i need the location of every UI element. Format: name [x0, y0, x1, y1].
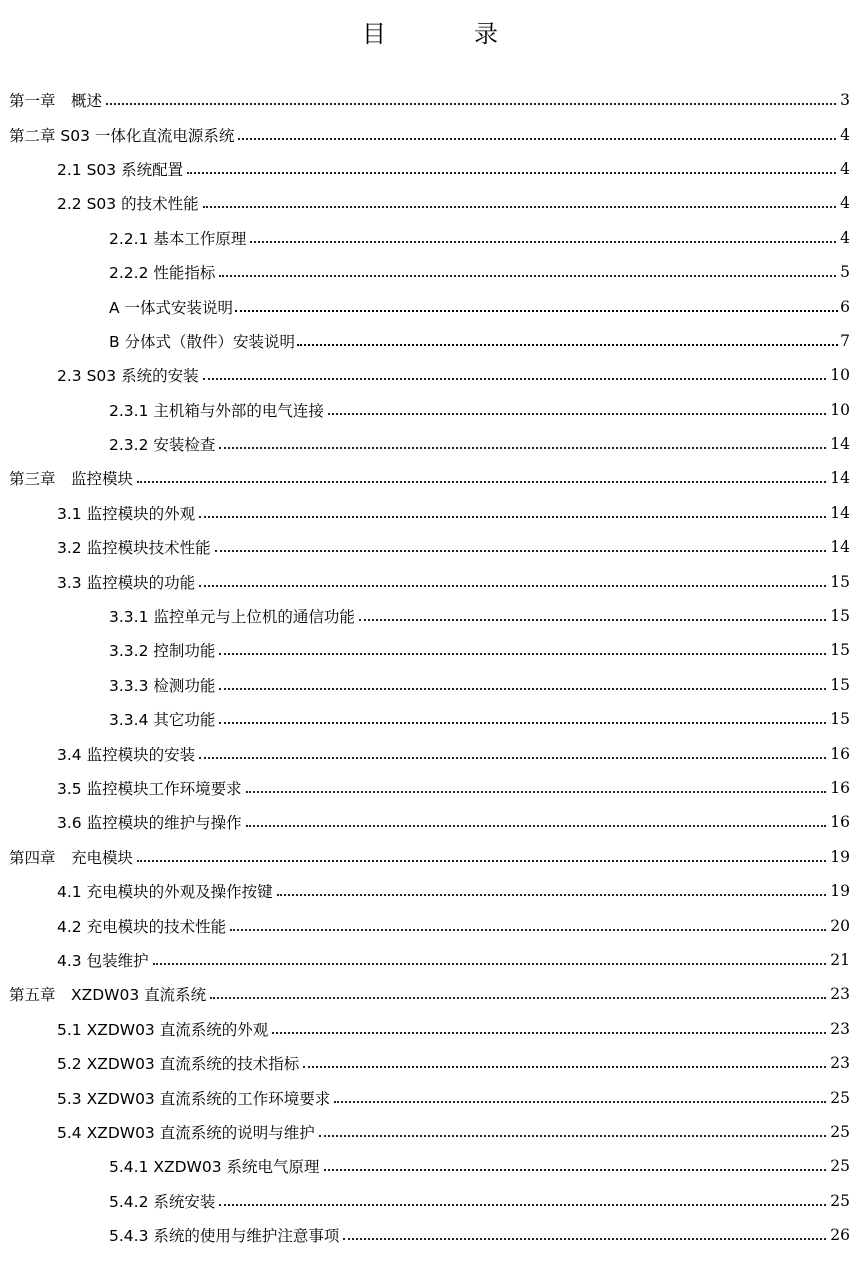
toc-page-number: 15	[830, 675, 850, 694]
toc-entry-label: 5.4.1 XZDW03 系统电气原理	[109, 1158, 320, 1177]
toc-entry[interactable]	[0, 633, 860, 667]
toc-entry[interactable]	[0, 943, 860, 977]
toc-page-number: 14	[830, 538, 850, 557]
toc-page-number: 15	[830, 607, 850, 626]
toc-dot-leader	[219, 447, 826, 449]
toc-entry-label: 3.2 监控模块技术性能	[57, 539, 211, 558]
toc-entry-label: 2.3 S03 系统的安装	[57, 367, 199, 386]
toc-page-number: 15	[830, 641, 850, 660]
toc-page-number: 19	[830, 882, 850, 901]
toc-entry-label: 3.6 监控模块的维护与操作	[57, 814, 242, 833]
toc-entry[interactable]	[0, 530, 860, 564]
toc-dot-leader	[153, 963, 827, 965]
toc-entry[interactable]	[0, 221, 860, 255]
toc-entry-label: 5.3 XZDW03 直流系统的工作环境要求	[57, 1089, 331, 1108]
toc-entry[interactable]	[0, 1184, 860, 1218]
toc-page-number: 25	[830, 1191, 850, 1210]
toc-dot-leader	[272, 1032, 826, 1034]
toc-entry[interactable]	[0, 324, 860, 358]
toc-dot-leader	[246, 825, 827, 827]
toc-page-number: 16	[830, 744, 850, 763]
toc-entry[interactable]	[0, 805, 860, 839]
toc-dot-leader	[199, 516, 826, 518]
toc-dot-leader	[219, 688, 826, 690]
toc-entry-label: 3.1 监控模块的外观	[57, 504, 196, 523]
toc-page-number: 23	[830, 1019, 850, 1038]
toc-entry-label: 第五章 XZDW03 直流系统	[9, 986, 207, 1005]
toc-entry[interactable]	[0, 358, 860, 392]
toc-dot-leader	[199, 585, 826, 587]
toc-page-number: 14	[830, 435, 850, 454]
toc-entry-label: 5.2 XZDW03 直流系统的技术指标	[57, 1055, 300, 1074]
toc-dot-leader	[106, 103, 836, 105]
toc-entry[interactable]	[0, 461, 860, 495]
toc-page-number: 19	[830, 847, 850, 866]
toc-page-number: 16	[830, 779, 850, 797]
page-title: 目 录	[362, 20, 530, 48]
toc-page-number: 4	[840, 159, 850, 178]
toc-page-number: 20	[830, 916, 850, 935]
toc-entry[interactable]	[0, 1115, 860, 1149]
toc-entry-label: 3.3.2 控制功能	[109, 642, 216, 661]
toc-page-number: 4	[840, 194, 850, 213]
toc-entry[interactable]	[0, 668, 860, 702]
toc-entry-label: 第一章 概述	[9, 92, 103, 111]
toc-page-number: 14	[830, 469, 850, 488]
toc-entry[interactable]	[0, 564, 860, 598]
toc-dot-leader	[303, 1066, 826, 1068]
toc-dot-leader	[343, 1238, 826, 1240]
toc-entry-label: 3.5 监控模块工作环境要求	[57, 780, 242, 798]
toc-entry-label: 第三章 监控模块	[9, 470, 134, 489]
toc-dot-leader	[328, 413, 826, 415]
toc-entry[interactable]	[0, 1080, 860, 1114]
toc-entry[interactable]	[0, 117, 860, 151]
toc-entry-label: 4.1 充电模块的外观及操作按键	[57, 883, 273, 902]
toc-page-number: 25	[830, 1088, 850, 1107]
toc-dot-leader	[250, 241, 836, 243]
toc-entry[interactable]	[0, 152, 860, 186]
toc-entry[interactable]	[0, 840, 860, 874]
toc-entry[interactable]	[0, 1046, 860, 1080]
toc-entry[interactable]	[0, 1012, 860, 1046]
toc-entry-label: 2.2 S03 的技术性能	[57, 195, 199, 214]
toc-entry-label: A 一体式安装说明	[109, 298, 234, 317]
toc-page-number: 6	[840, 297, 850, 316]
toc-page-number: 21	[830, 950, 850, 969]
toc-list	[0, 83, 860, 1252]
toc-dot-leader	[359, 619, 826, 621]
toc-entry-label: 3.3.4 其它功能	[109, 711, 216, 730]
toc-page-number: 14	[830, 503, 850, 522]
toc-dot-leader	[219, 1204, 826, 1206]
toc-entry-label: 2.1 S03 系统配置	[57, 160, 184, 179]
toc-entry[interactable]	[0, 599, 860, 633]
toc-entry[interactable]	[0, 977, 860, 1011]
toc-entry-label: 3.3.1 监控单元与上位机的通信功能	[109, 608, 355, 627]
toc-page-number: 5	[840, 263, 850, 282]
toc-dot-leader	[297, 344, 838, 346]
toc-page-number: 26	[830, 1226, 850, 1245]
toc-page-number: 15	[830, 710, 850, 729]
toc-dot-leader	[137, 860, 826, 862]
toc-dot-leader	[219, 722, 826, 724]
toc-page-number: 4	[840, 125, 850, 144]
toc-page-number: 23	[830, 1054, 850, 1073]
toc-page-number: 3	[840, 91, 850, 110]
toc-entry-label: 5.1 XZDW03 直流系统的外观	[57, 1020, 269, 1039]
toc-dot-leader	[210, 997, 826, 999]
toc-entry-label: 第二章 S03 一体化直流电源系统	[9, 126, 235, 145]
toc-dot-leader	[230, 929, 826, 931]
toc-page-number: 15	[830, 572, 850, 591]
toc-entry-label: 2.2.2 性能指标	[109, 264, 216, 283]
toc-page-number: 10	[830, 400, 850, 419]
toc-entry[interactable]	[0, 83, 860, 117]
toc-entry[interactable]	[0, 1218, 860, 1252]
toc-entry-label: 2.3.1 主机箱与外部的电气连接	[109, 401, 324, 420]
toc-page-number: 16	[830, 813, 850, 832]
toc-entry[interactable]	[0, 289, 860, 323]
toc-dot-leader	[238, 138, 836, 140]
toc-dot-leader	[219, 275, 836, 277]
toc-entry[interactable]	[0, 496, 860, 530]
toc-entry-label: 3.3.3 检测功能	[109, 676, 216, 695]
toc-entry[interactable]	[0, 702, 860, 736]
toc-entry[interactable]	[0, 908, 860, 942]
toc-page-number: 25	[830, 1122, 850, 1141]
toc-dot-leader	[277, 894, 827, 896]
toc-dot-leader	[187, 172, 836, 174]
toc-entry-label: 4.3 包装维护	[57, 951, 149, 970]
toc-entry[interactable]	[0, 427, 860, 461]
toc-dot-leader	[219, 653, 826, 655]
toc-dot-leader	[199, 757, 826, 759]
toc-entry-label: 2.2.1 基本工作原理	[109, 229, 247, 248]
toc-entry[interactable]	[0, 736, 860, 770]
toc-entry[interactable]	[0, 874, 860, 908]
toc-dot-leader	[319, 1135, 827, 1137]
toc-dot-leader	[246, 791, 827, 793]
toc-page-number: 23	[830, 985, 850, 1004]
toc-page-number: 4	[840, 228, 850, 247]
toc-entry-label: 3.3 监控模块的功能	[57, 573, 196, 592]
toc-entry-label: B 分体式（散件）安装说明	[109, 332, 296, 351]
toc-entry-label: 3.4 监控模块的安装	[57, 745, 196, 764]
toc-dot-leader	[324, 1169, 827, 1171]
toc-entry[interactable]	[0, 393, 860, 427]
toc-page-number: 25	[830, 1157, 850, 1176]
toc-entry[interactable]	[0, 255, 860, 289]
toc-entry[interactable]	[0, 186, 860, 220]
toc-dot-leader	[215, 550, 827, 552]
toc-dot-leader	[334, 1101, 826, 1103]
toc-entry-label: 5.4.2 系统安装	[109, 1192, 216, 1211]
toc-dot-leader	[137, 481, 826, 483]
toc-dot-leader	[235, 310, 838, 312]
toc-page-number: 7	[840, 331, 850, 350]
toc-entry[interactable]	[0, 771, 860, 805]
toc-entry-label: 5.4 XZDW03 直流系统的说明与维护	[57, 1123, 315, 1142]
toc-dot-leader	[203, 378, 827, 380]
toc-entry[interactable]	[0, 1149, 860, 1183]
toc-entry-label: 2.3.2 安装检查	[109, 436, 216, 455]
toc-entry-label: 5.4.3 系统的使用与维护注意事项	[109, 1227, 340, 1246]
toc-entry-label: 第四章 充电模块	[9, 848, 134, 867]
toc-page-number: 10	[830, 366, 850, 385]
toc-dot-leader	[203, 206, 836, 208]
toc-entry-label: 4.2 充电模块的技术性能	[57, 917, 227, 936]
